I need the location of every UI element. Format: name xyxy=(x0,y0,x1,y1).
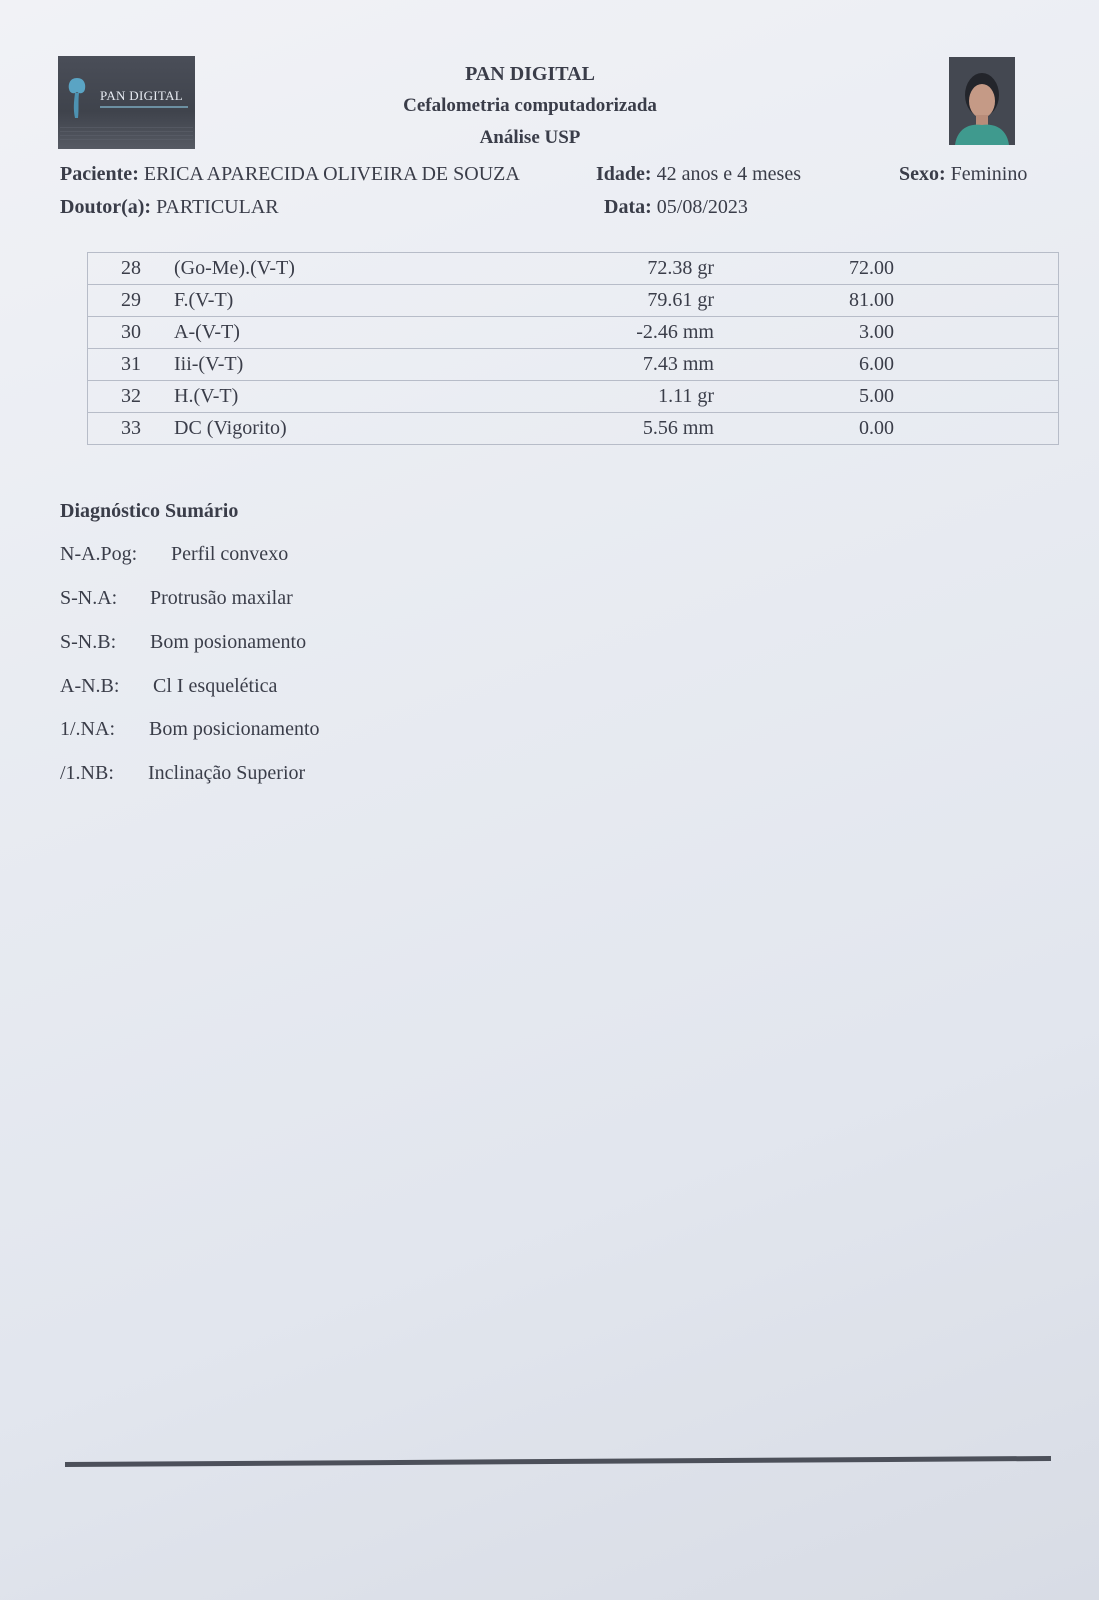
diagnosis-item xyxy=(60,675,277,698)
diagnosis-item xyxy=(60,631,306,654)
diagnosis-value: Protrusão maxilar xyxy=(150,587,293,609)
measurement-standard: 5.00 xyxy=(714,381,894,413)
measurement-name: H.(V-T) xyxy=(174,381,504,413)
patient-name-label: Paciente: xyxy=(60,163,139,185)
measurement-standard: 72.00 xyxy=(714,253,894,285)
measurement-value: 79.61 gr xyxy=(504,285,714,317)
measurement-number: 28 xyxy=(88,253,175,285)
footer-divider xyxy=(65,1456,1051,1467)
measurement-number: 29 xyxy=(88,285,175,317)
doctor-label: Doutor(a): xyxy=(60,196,152,218)
diagnosis-value: Bom posicionamento xyxy=(149,718,320,740)
diagnosis-item xyxy=(60,543,288,566)
sex-label: Sexo: xyxy=(899,163,946,185)
diagnosis-item xyxy=(60,718,320,741)
table-spacer xyxy=(894,381,1059,413)
patient-name-field xyxy=(60,163,520,186)
doctor-field xyxy=(60,196,279,219)
measurement-number: 33 xyxy=(88,413,175,445)
diagnosis-label: /1.NB: xyxy=(60,762,114,784)
patient-sex-field xyxy=(899,163,1027,186)
table-spacer xyxy=(894,317,1059,349)
diagnosis-label: 1/.NA: xyxy=(60,718,115,740)
table-row xyxy=(88,285,1059,317)
diagnosis-label: S-N.B: xyxy=(60,631,117,653)
diagnosis-label: S-N.A: xyxy=(60,587,118,609)
patient-age: 42 anos e 4 meses xyxy=(656,163,801,185)
date-field xyxy=(604,196,748,219)
measurement-number: 31 xyxy=(88,349,175,381)
measurement-standard: 3.00 xyxy=(714,317,894,349)
table-row xyxy=(88,413,1059,445)
report-title: PAN DIGITAL xyxy=(465,63,595,85)
patient-sex: Feminino xyxy=(950,163,1028,185)
logo-text: PAN DIGITAL xyxy=(100,88,184,103)
report-title-block xyxy=(320,58,740,154)
table-row xyxy=(88,253,1059,285)
table-row xyxy=(88,349,1059,381)
diagnosis-value: Perfil convexo xyxy=(171,543,289,565)
report-date: 05/08/2023 xyxy=(656,196,748,218)
patient-portrait-icon xyxy=(949,57,1015,145)
patient-age-field xyxy=(596,163,801,186)
age-label: Idade: xyxy=(596,163,652,185)
measurement-name: A-(V-T) xyxy=(174,317,504,349)
diagnosis-label: A-N.B: xyxy=(60,675,120,697)
analysis-name: Análise USP xyxy=(479,127,581,148)
measurement-name: (Go-Me).(V-T) xyxy=(174,253,504,285)
logo-decoration xyxy=(60,127,193,141)
measurement-standard: 6.00 xyxy=(714,349,894,381)
table-row xyxy=(88,317,1059,349)
table-row xyxy=(88,381,1059,413)
diagnosis-value: Bom posionamento xyxy=(150,631,307,653)
measurement-value: 72.38 gr xyxy=(504,253,714,285)
diagnosis-item xyxy=(60,587,293,610)
logo-tagline-line xyxy=(100,106,188,108)
measurement-name: DC (Vigorito) xyxy=(174,413,504,445)
doctor-name: PARTICULAR xyxy=(156,196,279,218)
table-spacer xyxy=(894,253,1059,285)
measurement-number: 32 xyxy=(88,381,175,413)
measurement-number: 30 xyxy=(88,317,175,349)
table-spacer xyxy=(894,413,1059,445)
table-spacer xyxy=(894,349,1059,381)
diagnosis-label: N-A.Pog: xyxy=(60,543,138,565)
clinic-logo xyxy=(58,56,195,149)
measurement-value: 1.11 gr xyxy=(504,381,714,413)
report-subtitle: Cefalometria computadorizada xyxy=(403,95,657,116)
measurement-value: 7.43 mm xyxy=(504,349,714,381)
table-spacer xyxy=(894,285,1059,317)
date-label: Data: xyxy=(604,196,652,218)
diagnosis-item xyxy=(60,762,305,785)
measurement-name: Iii-(V-T) xyxy=(174,349,504,381)
measurement-standard: 0.00 xyxy=(714,413,894,445)
measurement-name: F.(V-T) xyxy=(174,285,504,317)
patient-name: ERICA APARECIDA OLIVEIRA DE SOUZA xyxy=(143,163,520,185)
diagnosis-title: Diagnóstico Sumário xyxy=(60,500,239,522)
diagnosis-value: Inclinação Superior xyxy=(148,762,306,784)
diagnosis-value: Cl I esquelética xyxy=(153,675,278,697)
measurement-standard: 81.00 xyxy=(714,285,894,317)
patient-photo xyxy=(949,57,1015,145)
measurements-table xyxy=(87,252,1059,445)
tooth-logo-icon xyxy=(66,76,88,120)
measurement-value: -2.46 mm xyxy=(504,317,714,349)
measurement-value: 5.56 mm xyxy=(504,413,714,445)
